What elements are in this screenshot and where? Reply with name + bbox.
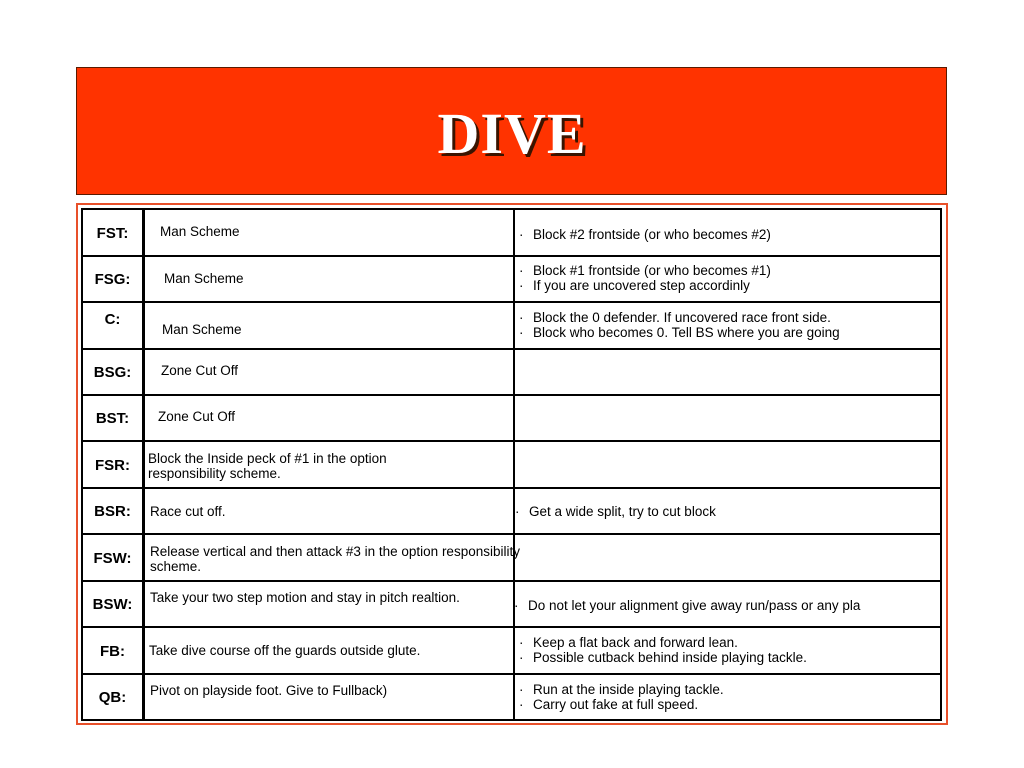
table-row: [83, 674, 940, 720]
note-line: · Possible cutback behind inside playing tackle.: [519, 650, 1024, 665]
assignment-cell: Man Scheme: [164, 271, 244, 286]
note-line: · Get a wide split, try to cut block: [515, 504, 1024, 519]
position-label: FB:: [100, 642, 125, 660]
position-label: FSW:: [93, 549, 132, 567]
assignment-cell: Block the Inside peck of #1 in the option responsibility scheme.: [148, 451, 387, 481]
slide-title: DIVE: [437, 101, 587, 166]
notes-cell: [519, 635, 1024, 674]
notes-cell: [519, 227, 1024, 256]
notes-cell: [519, 682, 1024, 720]
note-line: · Do not let your alignment give away run/pass or any pla: [514, 598, 946, 613]
position-label: BST:: [95, 409, 130, 427]
assignment-cell: Release vertical and then attack #3 in the option responsibility scheme.: [150, 544, 520, 574]
assignment-cell: Take your two step motion and stay in pitch realtion.: [150, 590, 460, 605]
notes-cell: [519, 535, 1024, 581]
notes-cell: [519, 442, 1024, 488]
assignment-cell: Race cut off.: [150, 504, 226, 519]
notes-cell: [515, 504, 1024, 534]
table-row: [83, 395, 940, 441]
table-row: [83, 349, 940, 395]
notes-cell: [519, 349, 1024, 395]
assignment-cell: Zone Cut Off: [158, 409, 236, 424]
table-row: [83, 628, 940, 674]
table-row: [83, 303, 940, 349]
assignment-cell: Man Scheme: [162, 322, 242, 337]
position-label: FSR:: [95, 456, 130, 474]
position-label: C:: [104, 311, 121, 328]
notes-cell: [519, 395, 1024, 441]
position-label: BSW:: [92, 595, 133, 613]
assignment-cell: Man Scheme: [160, 224, 240, 239]
table-row: [83, 442, 940, 488]
note-line: · Keep a flat back and forward lean.: [519, 635, 1024, 650]
position-label: BSR:: [94, 502, 131, 520]
assignment-cell: Take dive course off the guards outside glute.: [149, 643, 421, 658]
note-line: · Block #2 frontside (or who becomes #2): [519, 227, 1024, 242]
table-row: [83, 256, 940, 302]
note-line: · Block #1 frontside (or who becomes #1): [519, 263, 1024, 278]
table-row: [83, 581, 940, 627]
note-line: · Run at the inside playing tackle.: [519, 682, 1024, 697]
position-label: FST:: [96, 224, 129, 242]
note-line: · If you are uncovered step accordinly: [519, 278, 1024, 293]
note-line: · Carry out fake at full speed.: [519, 697, 1024, 712]
position-label: BSG:: [93, 363, 132, 381]
note-line: · Block who becomes 0. Tell BS where you are going: [519, 325, 1024, 340]
assignment-table: [81, 208, 942, 721]
assignment-cell: Pivot on playside foot. Give to Fullback): [150, 683, 388, 698]
table-row: [83, 488, 940, 534]
notes-cell: [519, 263, 1024, 302]
table-row: [83, 210, 940, 256]
position-label: QB:: [98, 688, 127, 706]
note-line: · Block the 0 defender. If uncovered race front side.: [519, 310, 1024, 325]
position-label: FSG:: [94, 270, 131, 288]
notes-cell: [514, 598, 946, 627]
table-row: [83, 535, 940, 581]
assignment-cell: Zone Cut Off: [161, 363, 239, 378]
notes-cell: [519, 310, 1024, 349]
